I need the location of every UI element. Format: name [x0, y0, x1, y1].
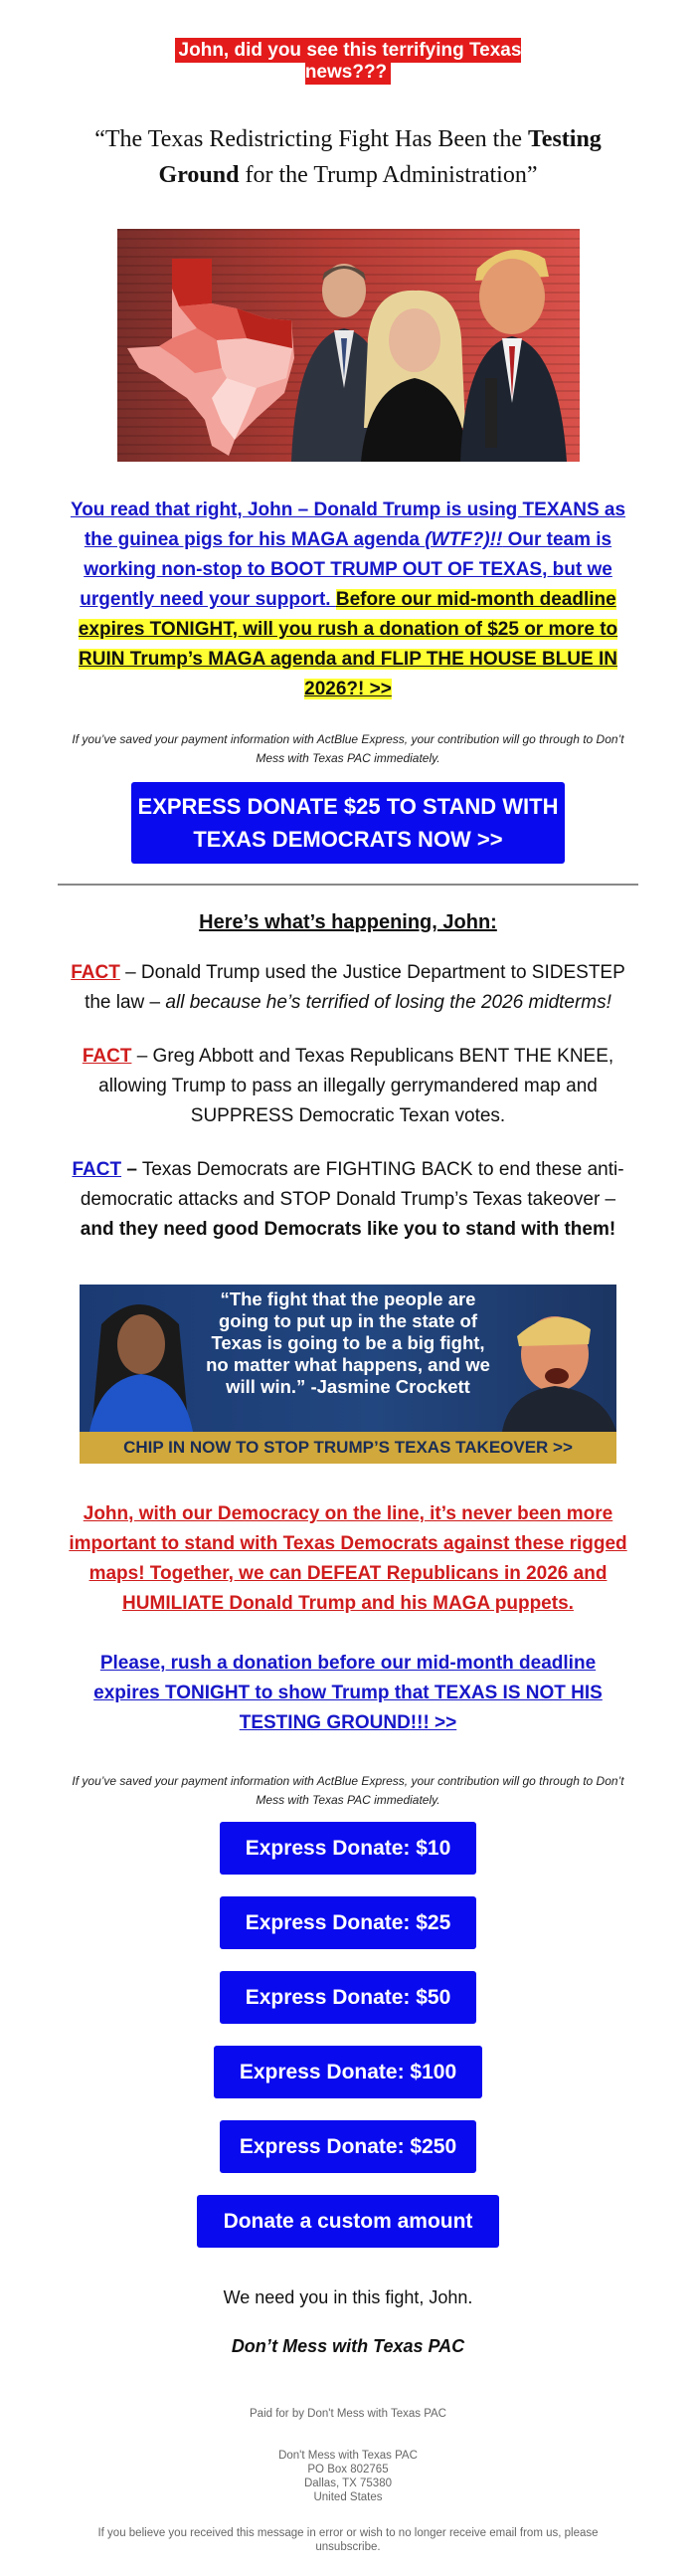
headline-text: John, did you see this terrifying Texas news???	[175, 38, 522, 85]
intro-text-2[interactable]: Our team is working non-stop to BOOT TRUMP OUT OF TEXAS, but we urgently need your support.	[80, 529, 612, 610]
intro-text[interactable]: You read that right, John – Donald Trump is using TEXANS as the guinea pigs for his MAGA agenda	[70, 499, 626, 550]
subhead-part1: “The Texas Redistricting Fight Has Been the	[94, 126, 528, 152]
actblue-note: If you’ve saved your payment information with ActBlue Express, your contribution will go through to Don’t Mess with Texas PAC immediately.	[72, 732, 624, 765]
actblue-note-2: If you’ve saved your payment information with ActBlue Express, your contribution will go through to Don’t Mess with Texas PAC immediately.	[72, 1774, 624, 1807]
subhead-bold: Testing Ground	[158, 126, 602, 188]
donate-10-button[interactable]: Express Donate: $10	[220, 1822, 476, 1875]
unsubscribe-notice[interactable]: If you believe you received this message in error or wish to no longer receive email from us, please unsubscribe.	[97, 2527, 599, 2553]
subhead-part2: for the Trump Administration”	[239, 162, 538, 188]
intro-paragraph[interactable]	[70, 495, 626, 704]
paid-for-disclaimer: Paid for by Don't Mess with Texas PAC	[250, 2408, 446, 2420]
signature: Don’t Mess with Texas PAC	[231, 2336, 465, 2356]
divider	[58, 884, 638, 886]
banner-quote: “The fight that the people are going to put up in the state of Texas is going to be a big fight, no matter what happens, and we will win.” -Jasmine Crockett	[206, 1288, 490, 1397]
section-title: Here’s what’s happening, John:	[199, 911, 497, 933]
fact-label[interactable]: FACT	[72, 1159, 122, 1180]
fact-text: Texas Democrats are FIGHTING BACK to end these anti-democratic attacks and STOP Donald Trump’s Texas takeover –	[80, 1159, 624, 1210]
email-body	[0, 40, 696, 2554]
democracy-paragraph[interactable]: John, with our Democracy on the line, it’s never been more important to stand with Texas Democrats against these rigged maps! Together, we can DEFEAT Republicans in 2026 and HUMILIATE Donald Trump and his MAGA puppets.	[69, 1503, 627, 1614]
address-line: PO Box 802765	[307, 2464, 389, 2476]
deadline-paragraph[interactable]: Please, rush a donation before our mid-month deadline expires TONIGHT to show Trump that TEXAS IS NOT HIS TESTING GROUND!!! >>	[93, 1653, 603, 1733]
banner-cta[interactable]: CHIP IN NOW TO STOP TRUMP’S TEXAS TAKEOVER >>	[80, 1432, 616, 1464]
intro-highlight[interactable]: Before our mid-month deadline expires TONIGHT, will you rush a donation of $25 or more to RUIN Trump’s MAGA agenda and FLIP THE HOUSE BLUE IN 2026?! >>	[78, 589, 618, 699]
hero-image[interactable]	[117, 229, 580, 462]
fact-text: – Greg Abbott and Texas Republicans BENT THE KNEE, allowing Trump to pass an illegally gerrymandered map and SUPPRESS Democratic Texan votes.	[98, 1046, 614, 1126]
closing-line: We need you in this fight, John.	[223, 2287, 473, 2307]
address-line: United States	[313, 2491, 383, 2503]
address-line: Dallas, TX 75380	[303, 2477, 392, 2489]
fact-2	[70, 1042, 626, 1131]
fact-label[interactable]: FACT	[82, 1046, 132, 1067]
donald-trump-photo-icon	[502, 1316, 616, 1432]
fact-label[interactable]: FACT	[71, 962, 120, 983]
fact-3	[70, 1155, 626, 1245]
fact-strong: and they need good Democrats like you to stand with them!	[80, 1219, 616, 1240]
donate-25-button[interactable]: Express Donate: $25	[220, 1896, 476, 1949]
fact-1	[70, 958, 626, 1018]
donate-250-button[interactable]: Express Donate: $250	[220, 2120, 476, 2173]
express-donate-25-button[interactable]: EXPRESS DONATE $25 TO STAND WITH TEXAS DEMOCRATS NOW >>	[131, 782, 565, 864]
fact-emphasis: all because he’s terrified of losing the 2026 midterms!	[165, 992, 611, 1013]
subhead	[70, 121, 626, 193]
intro-wtf[interactable]: (WTF?)!!	[425, 529, 503, 550]
donate-custom-button[interactable]: Donate a custom amount	[197, 2195, 499, 2248]
fact-text: – Donald Trump used the Justice Department to SIDESTEP the law –	[85, 962, 625, 1013]
fact-dash: –	[121, 1159, 137, 1180]
donate-100-button[interactable]: Express Donate: $100	[214, 2046, 482, 2098]
jasmine-crockett-photo-icon	[89, 1304, 193, 1432]
pam-bondi-photo-icon	[361, 291, 468, 462]
crockett-quote-banner[interactable]	[80, 1285, 616, 1464]
address-line: Don't Mess with Texas PAC	[278, 2450, 418, 2462]
donate-50-button[interactable]: Express Donate: $50	[220, 1971, 476, 2024]
mailing-address	[0, 2449, 696, 2504]
texas-map-icon	[127, 259, 294, 456]
donald-trump-photo-icon	[460, 250, 567, 462]
headline	[129, 40, 567, 84]
